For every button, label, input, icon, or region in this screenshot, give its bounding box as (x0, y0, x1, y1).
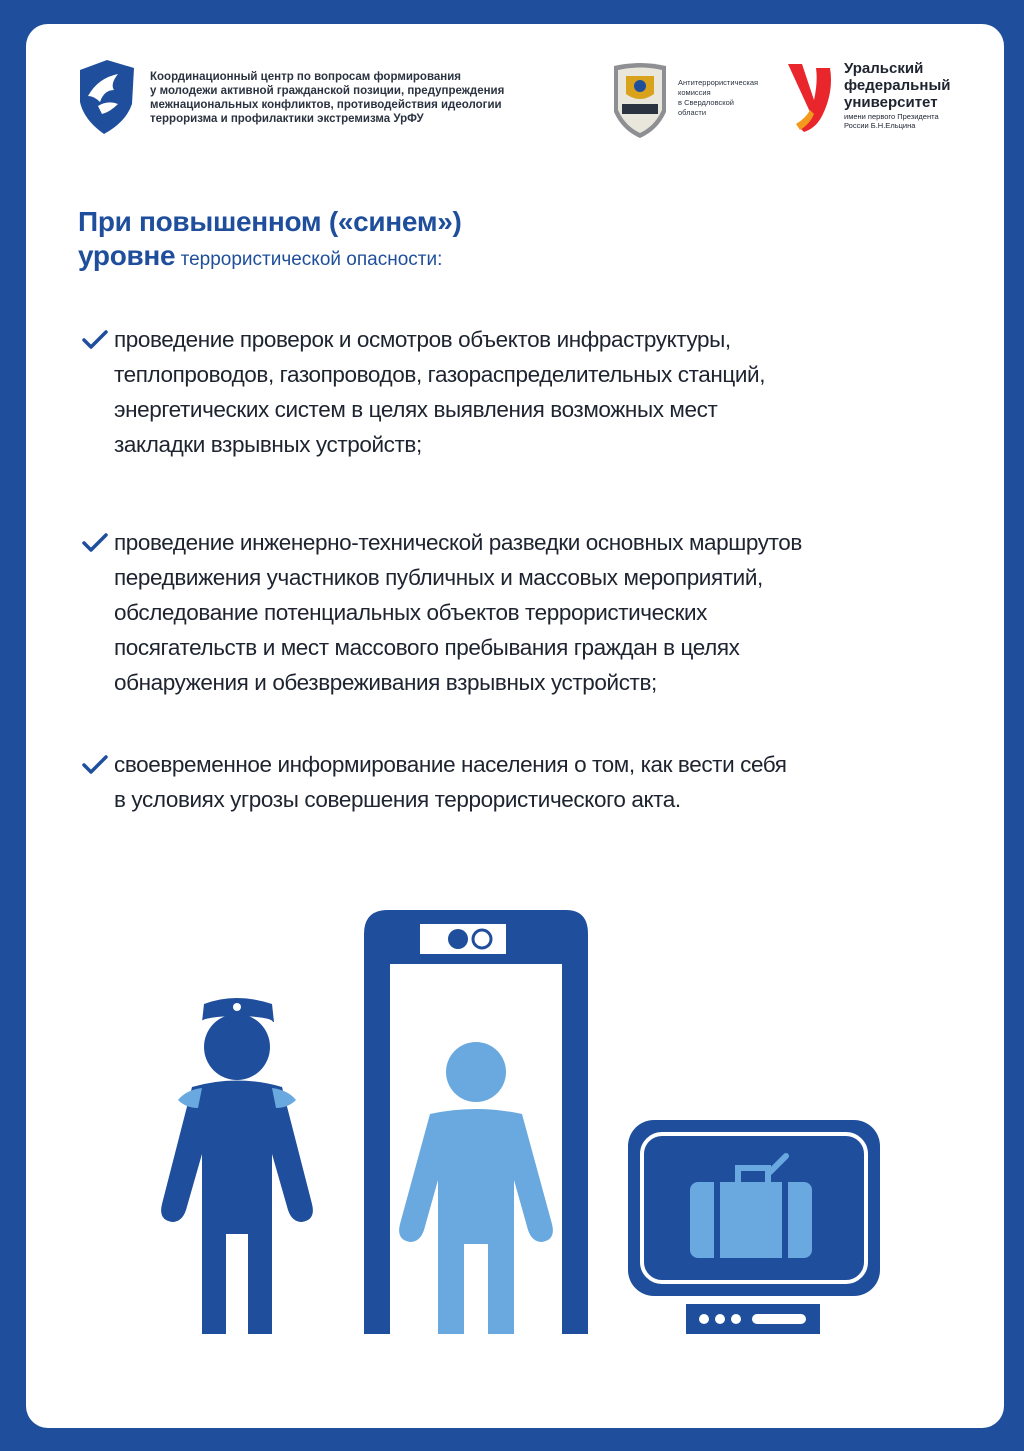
security-guard-icon (161, 998, 313, 1334)
list-item-text (114, 322, 765, 462)
title-line-1: При повышенном («синем») (78, 206, 462, 237)
list-item-line: посягательств и мест массового пребывания граждан в целях (114, 635, 740, 660)
commission-line: Антитеррористическая (678, 78, 759, 87)
list-item-line: закладки взрывных устройств; (114, 432, 422, 457)
commission-line: комиссия (678, 88, 711, 97)
urfu-logo-icon (786, 62, 834, 134)
commission-text (678, 78, 788, 118)
check-icon (82, 330, 108, 350)
title-bold-word: уровне (78, 240, 176, 271)
center-line: у молодежи активной гражданской позиции, предупреждения (150, 85, 505, 97)
center-line: Координационный центр по вопросам формирования (150, 71, 461, 83)
university-name (844, 60, 994, 111)
list-item-line: энергетических систем в целях выявления возможных мест (114, 397, 718, 422)
coordination-center-text (150, 70, 590, 126)
list-item-line: обследование потенциальных объектов террористических (114, 600, 708, 625)
list-item-line: теплопроводов, газопроводов, газораспределительных станций, (114, 362, 766, 387)
list-item-line: проведение проверок и осмотров объектов инфраструктуры, (114, 327, 731, 352)
university-sub-line: России Б.Н.Ельцина (844, 121, 916, 130)
university-name-line: федеральный (844, 77, 951, 94)
title-line-2 (78, 240, 462, 272)
person-icon (399, 1042, 553, 1334)
list-item-text (114, 747, 787, 817)
list-item-line: своевременное информирование населения о том, как вести себя (114, 752, 787, 777)
seal-emblem-icon (608, 60, 672, 140)
check-icon (82, 755, 108, 775)
poster-card (26, 24, 1004, 1428)
university-name-line: университет (844, 94, 938, 111)
shield-dove-icon (74, 56, 140, 136)
list-item-line: обнаружения и обезвреживания взрывных устройств; (114, 670, 657, 695)
security-checkpoint-illustration (26, 864, 1004, 1344)
center-line: терроризма и профилактики экстремизма УрФУ (150, 113, 424, 125)
commission-line: в Свердловской (678, 98, 734, 107)
list-item-line: передвижения участников публичных и массовых мероприятий, (114, 565, 763, 590)
title-rest: террористической опасности: (175, 249, 443, 270)
university-sub-line: имени первого Президента (844, 112, 939, 121)
university-name-line: Уральский (844, 60, 924, 77)
list-item-line: проведение инженерно-технической разведки основных маршрутов (114, 530, 802, 555)
list-item-text (114, 525, 802, 700)
page-title (78, 206, 462, 272)
list-item-line: в условиях угрозы совершения террористического акта. (114, 787, 681, 812)
center-line: межнациональных конфликтов, противодействия идеологии (150, 99, 502, 111)
commission-line: области (678, 108, 707, 117)
university-subtitle (844, 112, 994, 130)
check-icon (82, 533, 108, 553)
